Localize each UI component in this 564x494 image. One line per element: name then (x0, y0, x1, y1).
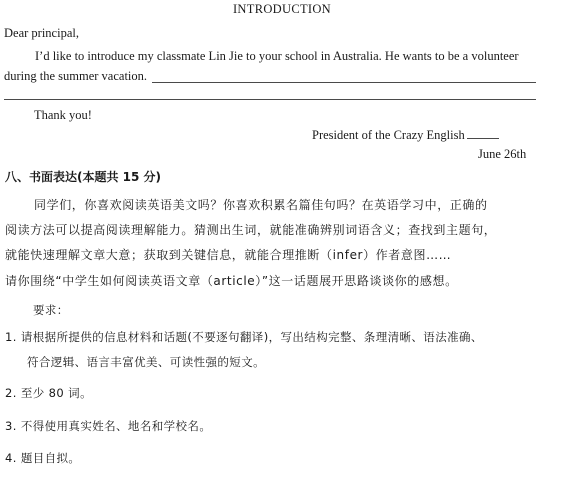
prompt-line-2: 阅读方法可以提高阅读理解能力。猜测出生词，就能准确辨别词语含义；查找到主题句， (5, 223, 497, 237)
prompt-line-3: 就能快速理解文章大意；获取到关键信息，就能合理推断（infer）作者意图…… (5, 248, 452, 262)
signature-row (312, 128, 499, 143)
closing: Thank you! (34, 108, 92, 122)
requirement-1-cont: 符合逻辑、语言丰富优美、可读性强的短文。 (27, 355, 265, 369)
letter-title: INTRODUCTION (232, 2, 332, 16)
writing-line-2 (4, 99, 536, 100)
letter-line-2: during the summer vacation. (4, 69, 148, 83)
requirement-4: 4. 题目自拟。 (5, 451, 81, 465)
prompt-line-1: 同学们，你喜欢阅读英语美文吗？你喜欢积累名篇佳句吗？在英语学习中，正确的 (34, 198, 488, 212)
letter-date: June 26th (478, 147, 527, 161)
signature: President of the Crazy English (312, 128, 465, 142)
requirements-label: 要求： (33, 303, 69, 317)
salutation: Dear principal, (4, 26, 79, 40)
section-heading: 八、书面表达(本题共 15 分) (5, 170, 162, 184)
requirement-2: 2. 至少 80 词。 (5, 386, 92, 400)
writing-line-1 (152, 82, 536, 83)
signature-blank (467, 128, 499, 139)
requirement-3: 3. 不得使用真实姓名、地名和学校名。 (5, 419, 212, 433)
letter-line-1: I’d like to introduce my classmate Lin Jie to your school in Australia. He wants to be a volunteer (35, 49, 519, 63)
requirement-1: 1. 请根据所提供的信息材料和话题(不要逐句翻译)，写出结构完整、条理清晰、语法准确、 (5, 330, 483, 344)
prompt-line-4: 请你围绕“中学生如何阅读英语文章（article）”这一话题展开思路谈谈你的感想。 (5, 274, 458, 288)
